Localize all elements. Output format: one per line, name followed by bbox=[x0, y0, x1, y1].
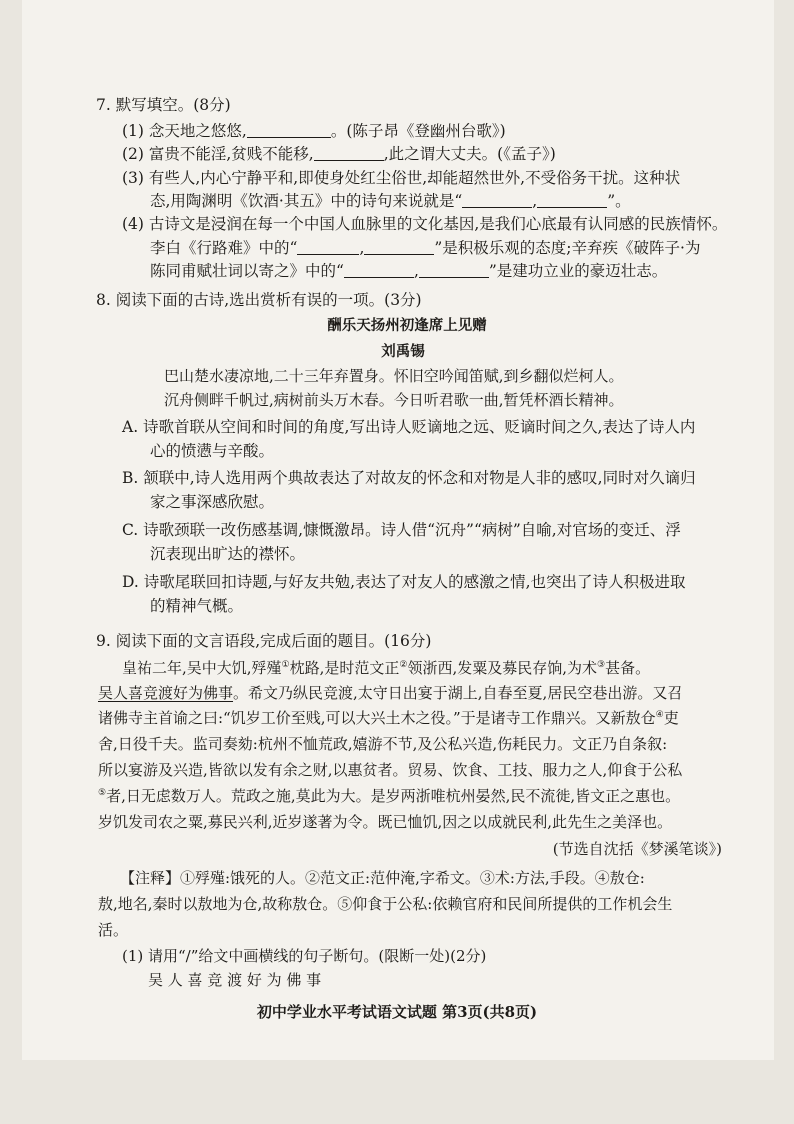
q7-item3-line2 bbox=[150, 193, 631, 210]
q7-item1-a: (1) 念天地之悠悠, bbox=[122, 122, 247, 140]
q9-sub1-sentence[interactable]: 吴 人 喜 竞 渡 好 为 佛 事 bbox=[148, 971, 322, 989]
passage-seg: 领浙西,发粟及募民存饷,为术 bbox=[407, 659, 598, 677]
q8-option-c-line1[interactable]: C. 诗歌颈联一改伤感基调,慷慨激昂。诗人借“沉舟”“病树”自喻,对官场的变迁、浮 bbox=[122, 521, 681, 539]
q7-item3-line2a: 态,用陶渊明《饮酒·其五》中的诗句来说就是“ bbox=[150, 192, 463, 210]
q7-item4-line3 bbox=[150, 263, 667, 280]
page-footer: 初中学业水平考试语文试题 第3页(共8页) bbox=[256, 1003, 538, 1021]
underlined-sentence: 吴人喜竞渡好为佛事 bbox=[98, 684, 234, 702]
q7-item3-comma: , bbox=[532, 192, 538, 210]
q7-item4-line3c: ”是建功立业的豪迈壮志。 bbox=[488, 262, 668, 280]
poem-title: 酬乐天扬州初逢席上见赠 bbox=[327, 317, 487, 334]
q7-blank-8[interactable] bbox=[419, 263, 489, 278]
passage-line-2 bbox=[98, 685, 682, 702]
notes-line-2: 敖,地名,秦时以敖地为仓,故称敖仓。⑤仰食于公私:依赖官府和民间所提供的工作机会生 bbox=[98, 895, 673, 913]
q7-item4-line3a: 陈同甫赋壮词以寄之》中的“ bbox=[150, 262, 344, 280]
q8-option-a-line2: 心的愤懑与辛酸。 bbox=[150, 442, 275, 460]
notes-line-1: 【注释】①殍殣:饿死的人。②范文正:范仲淹,字希文。③术:方法,手段。④敖仓: bbox=[120, 869, 645, 887]
q7-item2-a: (2) 富贵不能淫,贫贱不能移, bbox=[122, 145, 314, 163]
q7-blank-6[interactable] bbox=[364, 240, 434, 255]
q7-item4-line2c: ”是积极乐观的态度;辛弃疾《破阵子·为 bbox=[434, 239, 701, 257]
passage-seg: 甚备。 bbox=[605, 659, 651, 677]
note-ref-5: ⑤ bbox=[98, 788, 107, 798]
q7-blank-7[interactable] bbox=[344, 263, 414, 278]
q7-item1-b: 。(陈子昂《登幽州台歌》) bbox=[330, 122, 506, 140]
passage-line-4: 舍,日役千夫。监司奏劾:杭州不恤荒政,嬉游不节,及公私兴造,伤耗民力。文正乃自条叙: bbox=[98, 735, 668, 753]
q9-sub1-prompt: (1) 请用“/”给文中画横线的句子断句。(限断一处)(2分) bbox=[122, 947, 487, 965]
poem-line-2: 沉舟侧畔千帆过,病树前头万木春。今日听君歌一曲,暂凭杯酒长精神。 bbox=[164, 391, 624, 409]
q9-title: 9. 阅读下面的文言语段,完成后面的题目。(16分) bbox=[96, 632, 432, 650]
q7-blank-3[interactable] bbox=[462, 193, 532, 208]
q7-blank-2[interactable] bbox=[314, 146, 384, 161]
passage-line-7: 岁饥发司农之粟,募民兴利,近岁遂著为令。既已恤饥,因之以成就民利,此先生之美泽也。 bbox=[98, 813, 673, 831]
q7-item4-line2a: 李白《行路难》中的“ bbox=[150, 239, 298, 257]
notes-line-3: 活。 bbox=[98, 921, 129, 939]
q7-item3-line1: (3) 有些人,内心宁静平和,即使身处红尘俗世,却能超然世外,不受俗务干扰。这种状 bbox=[122, 169, 681, 187]
passage-seg: 吏 bbox=[663, 709, 679, 727]
passage-line-1 bbox=[122, 660, 650, 677]
passage-line-5: 所以宴游及兴造,皆欲以发有余之财,以惠贫者。贸易、饮食、工技、服力之人,仰食于公私 bbox=[98, 761, 683, 779]
q7-item2 bbox=[122, 146, 556, 163]
q8-option-c-line2: 沉表现出旷达的襟怀。 bbox=[150, 545, 306, 563]
passage-seg: 枕路,是时范文正 bbox=[289, 659, 400, 677]
note-ref-2: ② bbox=[399, 660, 408, 670]
note-ref-1: ① bbox=[281, 660, 290, 670]
q8-title: 8. 阅读下面的古诗,选出赏析有误的一项。(3分) bbox=[96, 291, 422, 309]
q7-item3-line2c: ”。 bbox=[607, 192, 631, 210]
passage-line-3 bbox=[98, 710, 679, 727]
q7-blank-1[interactable] bbox=[247, 123, 331, 138]
passage-line-6 bbox=[98, 788, 680, 805]
q7-blank-4[interactable] bbox=[537, 193, 607, 208]
q8-option-d-line2: 的精神气概。 bbox=[150, 597, 244, 615]
q7-item4-comma2: , bbox=[413, 262, 419, 280]
q8-option-d-line1[interactable]: D. 诗歌尾联回扣诗题,与好友共勉,表达了对友人的感激之情,也突出了诗人积极进取 bbox=[122, 573, 686, 591]
q8-option-b-line1[interactable]: B. 颔联中,诗人选用两个典故表达了对故友的怀念和对物是人非的感叹,同时对久谪归 bbox=[122, 469, 696, 487]
q7-item2-b: ,此之谓大丈夫。(《孟子》) bbox=[383, 145, 556, 163]
q8-option-b-line2: 家之事深感欣慰。 bbox=[150, 493, 275, 511]
passage-seg: 者,日无虑数万人。荒政之施,莫此为大。是岁两浙唯杭州晏然,民不流徙,皆文正之惠也。 bbox=[106, 787, 681, 805]
q7-item4-line1: (4) 古诗文是浸润在每一个中国人血脉里的文化基因,是我们心底最有认同感的民族情怀。 bbox=[122, 215, 728, 233]
q7-blank-5[interactable] bbox=[297, 240, 359, 255]
passage-seg: 皇祐二年,吴中大饥,殍殣 bbox=[122, 659, 282, 677]
passage-seg: 。希文乃纵民竞渡,太守日出宴于湖上,自春至夏,居民空巷出游。又召 bbox=[233, 684, 683, 702]
q7-title: 7. 默写填空。(8分) bbox=[96, 96, 231, 114]
q7-item1 bbox=[122, 123, 506, 140]
poem-author: 刘禹锡 bbox=[381, 343, 425, 360]
note-ref-4: ④ bbox=[655, 710, 664, 720]
passage-seg: 诸佛寺主首谕之曰:“饥岁工价至贱,可以大兴土木之役。”于是诸寺工作鼎兴。又新敖仓 bbox=[98, 709, 656, 727]
poem-line-1: 巴山楚水凄凉地,二十三年弃置身。怀旧空吟闻笛赋,到乡翻似烂柯人。 bbox=[164, 367, 624, 385]
q7-item4-comma1: , bbox=[359, 239, 365, 257]
q8-option-a-line1[interactable]: A. 诗歌首联从空间和时间的角度,写出诗人贬谪地之远、贬谪时间之久,表达了诗人内 bbox=[122, 418, 696, 436]
note-ref-3: ③ bbox=[597, 660, 606, 670]
q7-item4-line2 bbox=[150, 240, 700, 257]
passage-source: (节选自沈括《梦溪笔谈》) bbox=[552, 840, 722, 858]
